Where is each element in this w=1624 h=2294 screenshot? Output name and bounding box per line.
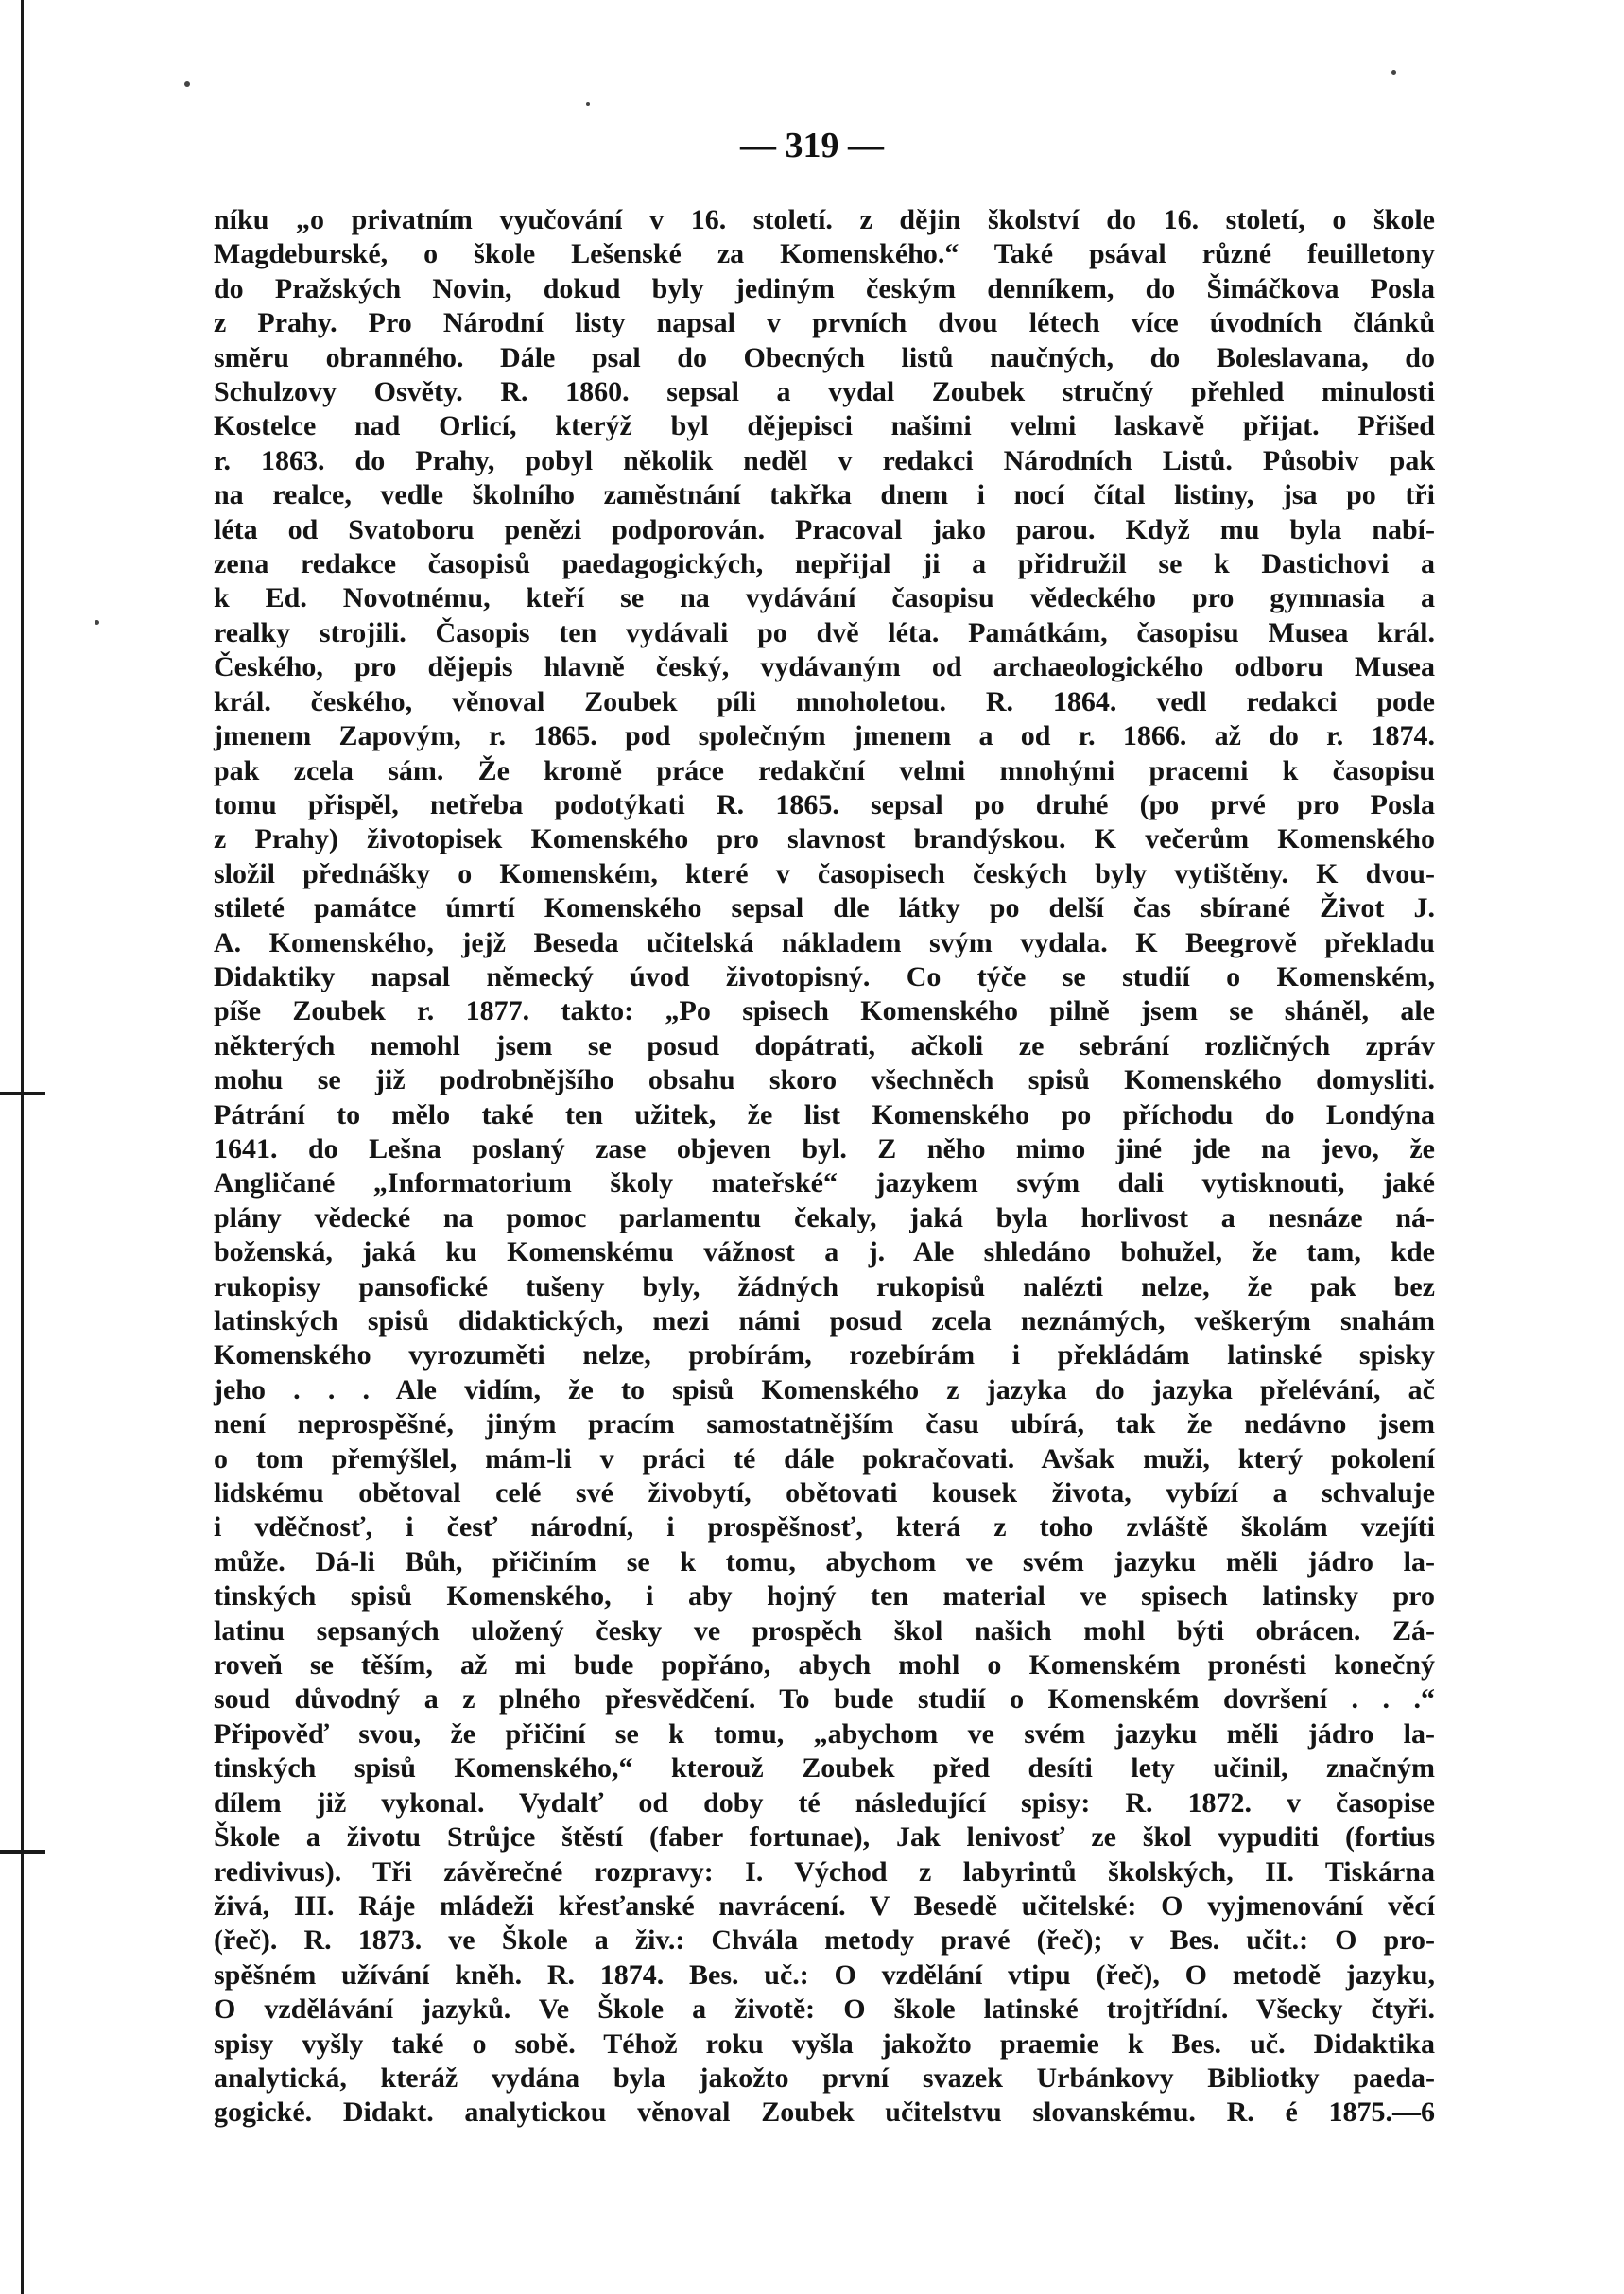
text-line: (řeč). R. 1873. ve Škole a živ.: Chvála metody pravé (řeč); v Bes. učit.: O pro- xyxy=(214,1924,1435,1957)
text-line: Českého, pro dějepis hlavně český, vydávaným od archaeologického odboru Musea xyxy=(214,651,1435,683)
print-speck xyxy=(586,102,590,106)
text-line: realky strojili. Časopis ten vydávali po dvě léta. Památkám, časopisu Musea král. xyxy=(214,616,1435,648)
text-line: Komenského vyrozuměti nelze, probírám, rozebírám i překládám latinské spisky xyxy=(214,1339,1435,1371)
binding-mark xyxy=(0,1092,45,1095)
text-line: soud důvodný a z plného přesvědčení. To bude studií o Komenském dovršení . . .“ xyxy=(214,1683,1435,1716)
text-line: O vzdělávání jazyků. Ve Škole a životě: O škole latinské trojtřídní. Všecky čtyři. xyxy=(214,1993,1435,2026)
text-line: Schulzovy Osvěty. R. 1860. sepsal a vydal Zoubek stručný přehled minulosti xyxy=(214,376,1435,408)
text-line: Škole a životu Strůjce štěstí (faber fortunae), Jak lenivosť ze škol vypuditi (fortius xyxy=(214,1821,1435,1854)
text-line: živá, III. Ráje mládeži křesťanské navrácení. V Besedě učitelské: O vyjmenování věcí xyxy=(214,1889,1435,1922)
print-speck xyxy=(95,620,99,625)
text-line: není neprospěšné, jiným pracím samostatnějším času ubírá, tak že nedávno jsem xyxy=(214,1408,1435,1440)
text-line: r. 1863. do Prahy, pobyl několik neděl v redakci Národních Listů. Působiv pak xyxy=(214,444,1435,476)
text-line: Připověď svou, že přičiní se k tomu, „abychom ve svém jazyku měli jádro la- xyxy=(214,1717,1435,1750)
text-line: i vděčnosť, i česť národní, i prospěšnosť, která z toho zvláště školám vzejíti xyxy=(214,1511,1435,1544)
text-line: z Prahy. Pro Národní listy napsal v prvních dvou létech více úvodních článků xyxy=(214,307,1435,339)
text-line: Kostelce nad Orlicí, kterýž byl dějepisci našimi velmi laskavě přijat. Přišed xyxy=(214,410,1435,442)
text-line: na realce, vedle školního zaměstnání takřka dnem i nocí čítal listiny, jsa po tři xyxy=(214,479,1435,511)
text-line: lidskému obětoval celé své živobytí, obětovati kousek života, vybízí a schvaluje xyxy=(214,1477,1435,1509)
text-line: může. Dá-li Bůh, přičiním se k tomu, abychom ve svém jazyku měli jádro la- xyxy=(214,1545,1435,1578)
text-line: stileté památce úmrtí Komenského sepsal dle látky po delší čas sbírané Život J. xyxy=(214,892,1435,924)
text-line: k Ed. Novotnému, kteří se na vydávání časopisu vědeckého pro gymnasia a xyxy=(214,582,1435,614)
text-line: tomu přispěl, netřeba podotýkati R. 1865. sepsal po druhé (po prvé pro Posla xyxy=(214,788,1435,820)
text-line: latinu sepsaných uložený česky ve prospěch škol našich mohl býti obrácen. Zá- xyxy=(214,1614,1435,1647)
text-line: král. českého, věnoval Zoubek píli mnoholetou. R. 1864. vedl redakci pode xyxy=(214,685,1435,717)
text-line: z Prahy) životopisek Komenského pro slavnost brandýskou. K večerům Komenského xyxy=(214,823,1435,855)
text-line: některých nemohl jsem se posud dopátrati, ačkoli ze sebrání rozličných zpráv xyxy=(214,1029,1435,1061)
text-line: plány vědecké na pomoc parlamentu čekaly, jaká byla horlivost a nesnáze ná- xyxy=(214,1201,1435,1233)
text-line: 1641. do Lešna poslaný zase objeven byl. Z něho mimo jiné jde na jevo, že xyxy=(214,1132,1435,1164)
text-line: směru obranného. Dále psal do Obecných listů naučných, do Boleslavana, do xyxy=(214,341,1435,373)
text-line: analytická, kteráž vydána byla jakožto první svazek Urbánkovy Bibliotky paeda- xyxy=(214,2061,1435,2094)
body-text xyxy=(214,203,1435,2130)
text-line: roveň se těším, až mi bude popřáno, abych mohl o Komenském pronésti konečný xyxy=(214,1649,1435,1682)
text-line: pak zcela sám. Že kromě práce redakční velmi mnohými pracemi k časopisu xyxy=(214,754,1435,786)
binding-mark xyxy=(0,1850,45,1854)
text-line: do Pražských Novin, dokud byly jediným českým denníkem, do Šimáčkova Posla xyxy=(214,272,1435,304)
text-line: A. Komenského, jejž Beseda učitelská nákladem svým vydala. K Beegrově překladu xyxy=(214,926,1435,958)
text-line: boženská, jaká ku Komenskému vážnost a j. Ale shledáno bohužel, že tam, kde xyxy=(214,1236,1435,1268)
text-line: spěšném užívání kněh. R. 1874. Bes. uč.: O vzdělání vtipu (řeč), O metodě jazyku, xyxy=(214,1958,1435,1991)
binding-edge xyxy=(21,0,24,2294)
text-line: latinských spisů didaktických, mezi námi posud zcela neznámých, veškerým snahám xyxy=(214,1305,1435,1337)
text-line: Pátrání to mělo také ten užitek, že list Komenského po příchodu do Londýna xyxy=(214,1098,1435,1130)
page-number: — 319 — xyxy=(740,126,884,165)
text-line: rukopisy pansofické tušeny byly, žádných rukopisů nalézti nelze, že pak bez xyxy=(214,1270,1435,1302)
text-line: zena redakce časopisů paedagogických, nepřijal ji a přidružil se k Dastichovi a xyxy=(214,548,1435,580)
text-line: Angličané „Informatorium školy mateřské“ jazykem svým dali vytisknouti, jaké xyxy=(214,1167,1435,1199)
text-line: gogické. Didakt. analytickou věnoval Zoubek učitelstvu slovanskému. R. é 1875.—6 xyxy=(214,2096,1435,2129)
text-line: Didaktiky napsal německý úvod životopisný. Co týče se studií o Komenském, xyxy=(214,960,1435,992)
text-line: spisy vyšly také o sobě. Téhož roku vyšla jakožto praemie k Bes. uč. Didaktika xyxy=(214,2027,1435,2060)
text-line: o tom přemýšlel, mám-li v práci té dále pokračovati. Avšak muži, který pokolení xyxy=(214,1442,1435,1475)
text-line: jeho . . . Ale vidím, že to spisů Komenského z jazyka do jazyka přelévání, ač xyxy=(214,1373,1435,1406)
text-line: dílem již vykonal. Vydalť od doby té následující spisy: R. 1872. v časopise xyxy=(214,1786,1435,1819)
text-line: Magdeburské, o škole Lešenské za Komenského.“ Také psával různé feuilletony xyxy=(214,238,1435,270)
text-line: redivivus). Tři závěrečné rozpravy: I. Východ z labyrintů školských, II. Tiskárna xyxy=(214,1855,1435,1888)
text-line: léta od Svatoboru penězi podporován. Pracoval jako parou. Když mu byla nabí- xyxy=(214,513,1435,545)
text-line: píše Zoubek r. 1877. takto: „Po spisech Komenského pilně jsem se sháněl, ale xyxy=(214,995,1435,1027)
print-speck xyxy=(1391,70,1396,75)
text-line: jmenem Zapovým, r. 1865. pod společným jmenem a od r. 1866. až do r. 1874. xyxy=(214,720,1435,752)
text-line: tinských spisů Komenského,“ kterouž Zoubek před desíti lety učinil, značným xyxy=(214,1752,1435,1785)
text-line: níku „o privatním vyučování v 16. století. z dějin školství do 16. století, o škole xyxy=(214,204,1435,235)
text-line: tinských spisů Komenského, i aby hojný ten material ve spisech latinsky pro xyxy=(214,1580,1435,1613)
text-line: složil přednášky o Komenském, které v časopisech českých byly vytištěny. K dvou- xyxy=(214,857,1435,889)
print-speck xyxy=(184,81,190,87)
text-line: mohu se již podrobnějšího obsahu skoro všechněch spisů Komenského domysliti. xyxy=(214,1064,1435,1096)
